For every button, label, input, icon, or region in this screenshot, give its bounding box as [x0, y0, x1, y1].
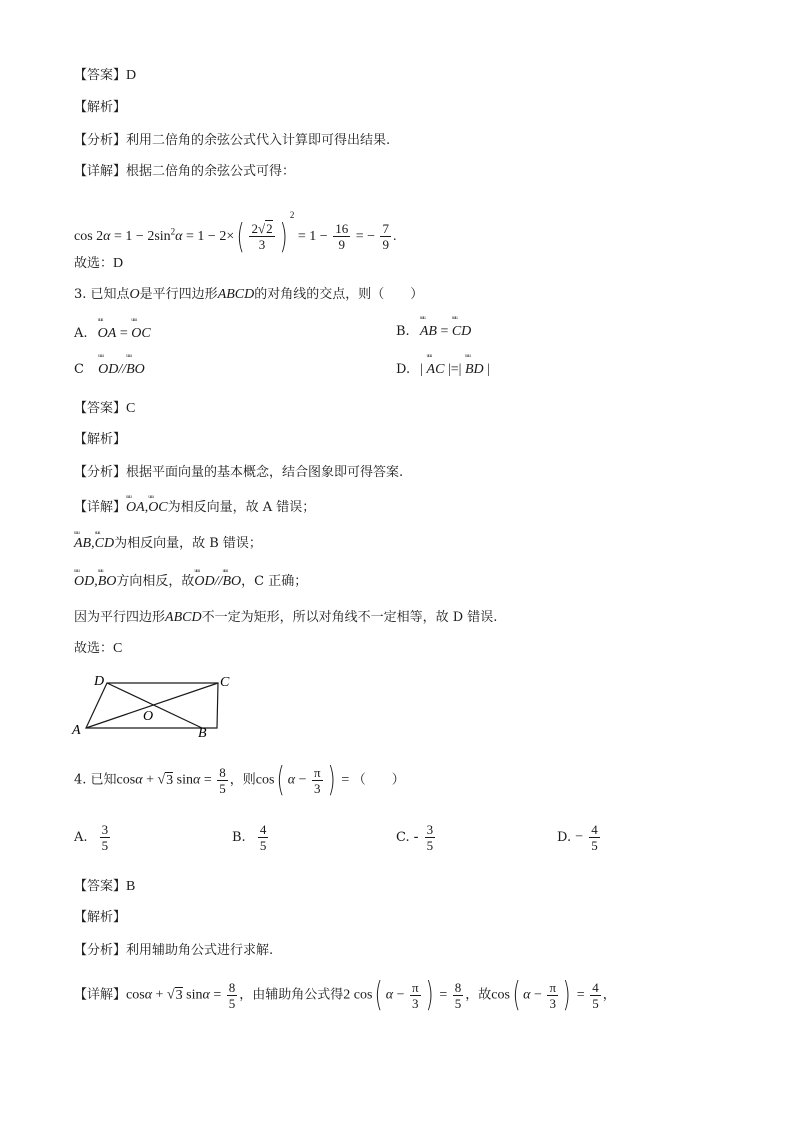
q4-detail-mid2: ，故 [465, 987, 492, 1003]
xiangjie-label: 【详解】 [74, 987, 127, 1003]
q4-option-d-num: 4 [591, 822, 598, 837]
q3-detail-4-abcd: ABCD [165, 610, 202, 625]
analysis-label: 【解析】 [74, 100, 127, 115]
q2-fenxi-line [74, 133, 390, 149]
vertex-label-a: A [72, 723, 81, 738]
q3-answer-line [74, 401, 135, 417]
q3-stem-mid: 是平行四边形 [139, 287, 218, 302]
q4-option-a [74, 822, 112, 853]
q2-choice-line [74, 256, 123, 272]
q3-option-a: A. ᵘᵘᵘ OA = ᵘᵘᵘ OC [74, 326, 151, 342]
center-label-o: O [143, 709, 154, 724]
q3-detail-4 [74, 610, 497, 626]
q3-detail-3-mid: 方向相反，故 [116, 574, 195, 589]
q4-option-b-den: 5 [259, 838, 267, 853]
answer-label: 【答案】 [74, 879, 127, 894]
q2-answer-line [74, 68, 136, 84]
vertex-label-c: C [220, 675, 230, 690]
q4-answer-value: B [126, 879, 136, 894]
q3-stem-o: O [129, 287, 140, 302]
q3-detail-3: ᵘᵘᵘ OD,ᵘᵘᵘ BO方向相反，故ᵘᵘᵘ OD//ᵘᵘᵘ BO，C 正确； [74, 574, 307, 590]
q4-option-d-label: D. [557, 830, 572, 845]
q3-option-c: C ᵘᵘᵘ OD//ᵘᵘᵘ BO [74, 362, 145, 378]
xiangjie-label: 【详解】 [74, 164, 127, 179]
q4-stem-prefix: 4. 已知 [74, 772, 117, 788]
q4-option-c [396, 822, 437, 853]
parallelogram-figure [70, 670, 240, 742]
q4-stem-suffix: （ ） [352, 772, 405, 788]
q3-option-b-label: B. [396, 324, 410, 339]
q3-detail-4-prefix: 因为平行四边形 [74, 610, 166, 625]
q4-option-a-label: A. [74, 830, 88, 845]
diagonal-db [107, 683, 202, 728]
q4-option-c-sign: - [413, 829, 419, 845]
q4-option-c-label: C. [396, 830, 410, 845]
q3-answer-value: C [126, 401, 136, 416]
q4-detail: 【详解】cosα + √3 sinα = $\frac{8}{5}$ ，由辅助角公式得2 cos( α − $\frac{\pi}{3}$ ) = $\frac{8}{5}$ ，故cos( α − $\frac{\pi}{3}$ ) = $\frac{4}{5}$ ， [74, 975, 616, 1015]
q2-choice: D [113, 256, 124, 271]
q2-detail-line [74, 164, 295, 180]
analysis-label: 【解析】 [74, 910, 127, 925]
q4-answer-line [74, 879, 135, 895]
q4-option-a-den: 5 [101, 838, 109, 853]
q4-analysis-line [74, 910, 126, 926]
q3-option-a-label: A. [74, 326, 88, 341]
q3-option-b: B. ᵘᵘᵘ AB = ᵘᵘᵘ CD [396, 324, 471, 340]
q2-detail-text: 根据二倍角的余弦公式可得： [126, 164, 296, 179]
q3-detail-4-tail: 不一定为矩形，所以对角线不一定相等，故 D 错误. [201, 610, 498, 625]
q4-option-c-num: 3 [426, 822, 434, 837]
q4-option-b-num: 4 [259, 822, 267, 837]
q3-stem [74, 287, 423, 303]
q4-option-d-den: 5 [591, 838, 598, 853]
q4-option-a-num: 3 [101, 822, 109, 837]
fenxi-label: 【分析】 [74, 943, 127, 958]
guxuan-label: 故选： [74, 641, 114, 656]
q3-detail-1-text: 为相反向量，故 A 错误； [167, 500, 316, 515]
q3-option-d: D. | ᵘᵘᵘ AC |=| ᵘᵘᵘ BD | [396, 362, 490, 378]
q4-option-b-label: B. [232, 830, 246, 845]
q3-detail-2: ᵘᵘᵘ AB,ᵘᵘᵘ CD为相反向量，故 B 错误； [74, 536, 262, 552]
q2-formula: $\cos 2\alpha = 1 - 2\sin^2\alpha = 1 - 2\times$( $\frac{2√2}{3}$ )$^2$ = 1 − $\frac{16}{9}$ = − $\frac{7}{9}$ . [74, 210, 397, 257]
q4-option-c-den: 5 [426, 838, 434, 853]
q3-option-c-label: C [74, 362, 84, 377]
q3-fenxi-text: 根据平面向量的基本概念，结合图象即可得答案. [126, 465, 404, 480]
answer-label: 【答案】 [74, 68, 127, 83]
q2-fenxi-text: 利用二倍角的余弦公式代入计算即可得出结果. [126, 133, 391, 148]
q4-detail-end: ， [602, 987, 616, 1003]
q3-stem-suffix: 的对角线的交点，则（ ） [254, 287, 424, 302]
q3-stem-abcd: ABCD [217, 287, 255, 302]
vertex-label-b: B [198, 726, 207, 741]
q2-analysis-line [74, 100, 126, 116]
q4-detail-mid: ，由辅助角公式得 [239, 987, 344, 1003]
q3-fenxi-line [74, 465, 403, 481]
q4-stem: 4. 已知cosα + √3 sinα = $\frac{8}{5}$ ，则cos( α − $\frac{\pi}{3}$ ) = （ ） [74, 760, 405, 800]
q4-stem-mid: ，则 [229, 772, 256, 788]
q3-choice: C [113, 641, 123, 656]
q4-option-d-sign: − [575, 829, 584, 845]
q3-choice-line [74, 641, 122, 657]
fenxi-label: 【分析】 [74, 133, 127, 148]
q4-option-d [557, 822, 602, 853]
xiangjie-label: 【详解】 [74, 500, 127, 515]
q3-detail-1: 【详解】ᵘᵘᵘ OA,ᵘᵘᵘ OC为相反向量，故 A 错误； [74, 500, 315, 516]
q3-analysis-line [74, 432, 126, 448]
q3-detail-3-tail: ，C 正确； [241, 574, 308, 589]
q2-answer-value: D [126, 68, 137, 83]
q4-option-b [232, 822, 270, 853]
answer-label: 【答案】 [74, 401, 127, 416]
fenxi-label: 【分析】 [74, 465, 127, 480]
guxuan-label: 故选： [74, 256, 114, 271]
q3-stem-prefix: 3. 已知点 [74, 287, 130, 302]
q3-detail-2-text: 为相反向量，故 B 错误； [114, 536, 262, 551]
q4-fenxi-line [74, 943, 273, 959]
analysis-label: 【解析】 [74, 432, 127, 447]
vertex-label-d: D [94, 674, 105, 689]
q4-fenxi-text: 利用辅助角公式进行求解. [126, 943, 274, 958]
q3-option-d-label: D. [396, 362, 411, 377]
